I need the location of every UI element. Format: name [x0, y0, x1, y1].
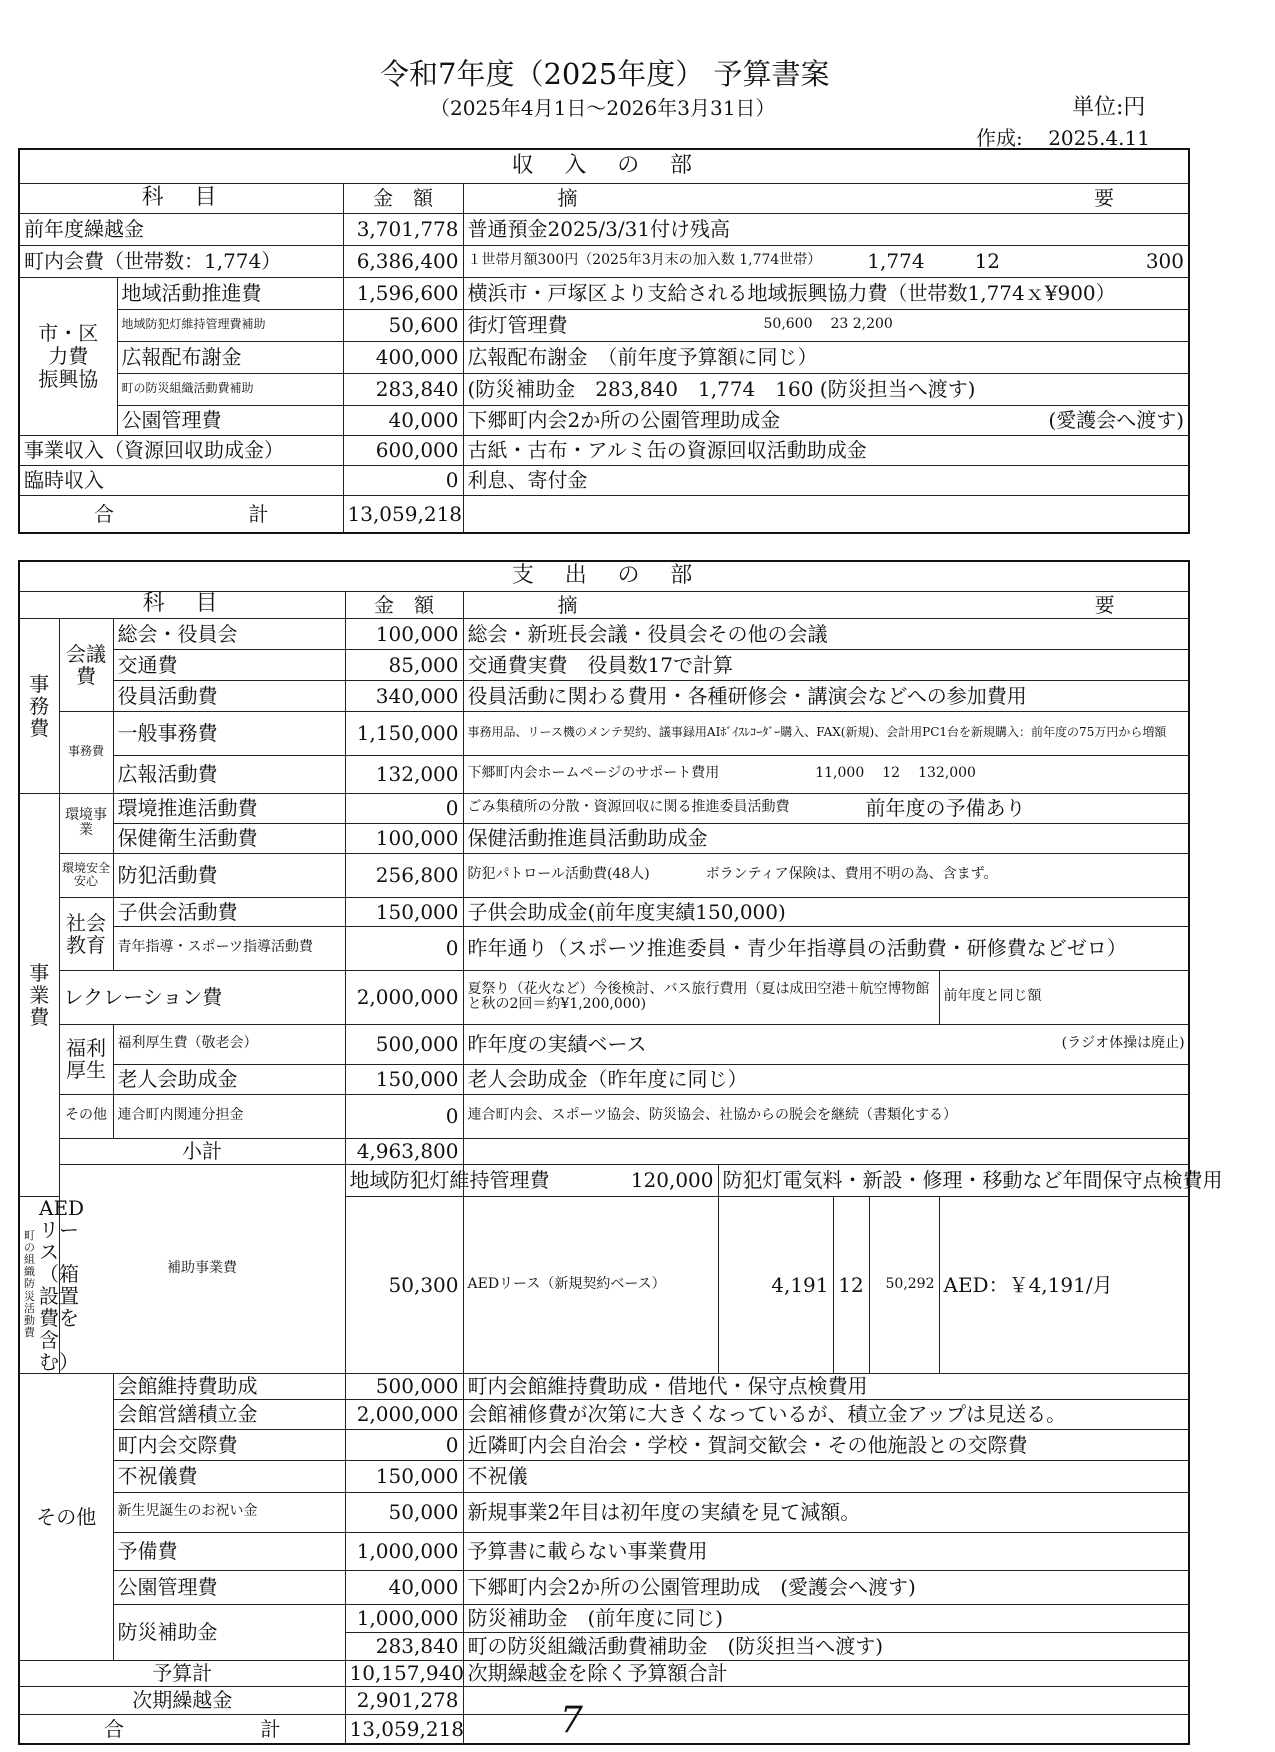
- expense-total-amount: 13,059,218: [345, 1714, 463, 1744]
- expense-summary: 昨年通り（スポーツ推進委員・青少年指導員の活動費・研修費などゼロ）: [463, 926, 1189, 970]
- income-amount: 3,701,778: [343, 213, 463, 245]
- group-safety: 環境安全安心: [59, 853, 113, 897]
- income-amount: 40,000: [343, 405, 463, 435]
- expense-subject: レクレーション費: [59, 970, 345, 1024]
- expense-summary: [463, 853, 1189, 897]
- income-col-summary: [463, 183, 1189, 213]
- group-disaster-org: 町の組織防災活動費: [24, 1229, 35, 1339]
- income-subject: 公園管理費: [117, 405, 343, 435]
- expense-summary: 不祝儀: [463, 1460, 1189, 1492]
- income-amount: 400,000: [343, 341, 463, 373]
- expense-amount: 100,000: [345, 823, 463, 853]
- group-city-2: 力費: [48, 343, 89, 368]
- expense-total-row: [19, 1714, 1189, 1744]
- table-row: [19, 649, 1189, 680]
- expense-amount: 50,000: [345, 1492, 463, 1532]
- income-summary: [463, 405, 1189, 435]
- expense-amount: 132,000: [345, 755, 463, 793]
- expense-subject: 新生児誕生のお祝い金: [113, 1492, 345, 1532]
- income-total-amount: 13,059,218: [343, 495, 463, 533]
- expense-summary: 近隣町内会自治会・学校・賀詞交歓会・その他施設との交際費: [463, 1429, 1189, 1460]
- summary-note: 前年度の予備あり: [865, 796, 1026, 820]
- income-summary: [463, 309, 1189, 341]
- table-row: [19, 711, 1189, 755]
- table-row: [19, 213, 1189, 245]
- expense-amount: 150,000: [345, 1064, 463, 1094]
- income-subject: 地域活動推進費: [117, 277, 343, 309]
- income-total-row: [19, 495, 1189, 533]
- expense-summary: 夏祭り（花火など）今後検討、バス旅行費用（夏は成田空港＋航空博物館と秋の2回＝約¥1,200,000): [463, 970, 939, 1024]
- table-row: [19, 970, 1189, 1024]
- table-row: [19, 1399, 1189, 1429]
- created-date: [976, 122, 1150, 151]
- expense-amount: 256,800: [345, 853, 463, 897]
- expense-amount: 85,000: [345, 649, 463, 680]
- expense-subject: 会館営繕積立金: [113, 1399, 345, 1429]
- table-row: [19, 1064, 1189, 1094]
- summary-note: (ラジオ体操は廃止): [1061, 1035, 1185, 1052]
- table-row: [19, 1604, 1189, 1632]
- calc-n1: 50,600: [763, 316, 813, 333]
- expense-col-summary-1: 摘: [557, 592, 578, 617]
- expense-summary: 保健活動推進員活動助成金: [463, 823, 1189, 853]
- summary-text: １世帯月額300円（2025年3月末の加入数 1,774世帯）: [467, 252, 822, 269]
- calc-n1: 1,774: [867, 249, 925, 273]
- budget-total-row: [19, 1660, 1189, 1686]
- expense-amount: 150,000: [345, 1460, 463, 1492]
- expense-summary: 事務用品、リース機のメンテ契約、議事録用AIﾎﾞｲｽﾚｺｰﾀﾞｰ購入、FAX(新規)、会計用PC1台を新規購入：前年度の75万円から増額: [463, 711, 1189, 755]
- expense-amount: 340,000: [345, 680, 463, 711]
- expense-summary: 予算書に載らない事業費用: [463, 1532, 1189, 1570]
- expense-summary: [463, 755, 1189, 793]
- aed-months: 12: [833, 1196, 869, 1373]
- expense-subject: 町内会交際費: [113, 1429, 345, 1460]
- summary-note: (愛護会へ渡す): [1048, 408, 1184, 432]
- budget-total-label: 予算計: [19, 1660, 345, 1686]
- summary-text: 下郷町内会2か所の公園管理助成金: [467, 408, 781, 432]
- table-row: [19, 1532, 1189, 1570]
- table-row: [19, 1373, 1189, 1399]
- calc-n3: 300: [1145, 249, 1184, 273]
- income-amount: 283,840: [343, 373, 463, 405]
- expense-table: [18, 560, 1223, 1745]
- expense-summary: 子供会助成金(前年度実績150,000): [463, 897, 1189, 926]
- group-city-1: 市・区: [38, 320, 99, 345]
- calc-n2: 12: [882, 765, 901, 782]
- table-row: [19, 897, 1189, 926]
- expense-summary: 連合町内会、スポーツ協会、防災協会、社協からの脱会を継続（書類化する）: [463, 1094, 1189, 1138]
- page-number: 7: [560, 1700, 583, 1741]
- expense-subject: 保健衛生活動費: [113, 823, 345, 853]
- income-summary: 普通預金2025/3/31付け残高: [463, 213, 1189, 245]
- table-row: [19, 755, 1189, 793]
- table-row: [19, 373, 1189, 405]
- income-amount: 6,386,400: [343, 245, 463, 277]
- table-row: [19, 1024, 1189, 1064]
- expense-subject: 交通費: [113, 649, 345, 680]
- expense-subject: 不祝儀費: [113, 1460, 345, 1492]
- expense-subject: 老人会助成金: [113, 1064, 345, 1094]
- income-subject: 町の防災組織活動費補助: [117, 373, 343, 405]
- group-other-small: その他: [59, 1094, 113, 1138]
- income-summary: 横浜市・戸塚区より支給される地域振興協力費（世帯数1,774ｘ¥900）: [463, 277, 1189, 309]
- expense-amount: 283,840: [345, 1632, 463, 1660]
- expense-amount: 0: [345, 793, 463, 823]
- table-row: [19, 435, 1189, 465]
- expense-subject: 会館維持費助成: [113, 1373, 345, 1399]
- total-label-1: 合: [104, 1716, 124, 1741]
- income-subject: 事業収入（資源回収助成金）: [19, 435, 343, 465]
- table-row: [19, 793, 1189, 823]
- carryover-label: 次期繰越金: [19, 1686, 345, 1714]
- summary-text: 下郷町内会ホームページのサポート費用: [467, 765, 720, 782]
- expense-subject: [19, 1195, 85, 1374]
- group-subsidy-project: 補助事業費: [59, 1164, 345, 1373]
- summary-text: 防犯パトロール活動費(48人): [467, 866, 650, 883]
- calc-n1: 11,000: [815, 765, 865, 782]
- expense-amount: 1,000,000: [345, 1532, 463, 1570]
- income-table: [18, 148, 1190, 534]
- income-amount: 0: [343, 465, 463, 495]
- expense-amount: 500,000: [345, 1024, 463, 1064]
- expense-summary: 老人会助成金（昨年度に同じ）: [463, 1064, 1189, 1094]
- expense-amount: 2,000,000: [345, 970, 463, 1024]
- subtotal-summary: [463, 1138, 1189, 1164]
- table-row: [19, 618, 1189, 649]
- income-col-subject: 科 目: [19, 183, 343, 213]
- aed-subject: AEDリース（箱設置費を含む）: [39, 1195, 85, 1374]
- expense-col-amount: 金 額: [345, 591, 463, 618]
- income-amount: 1,596,600: [343, 277, 463, 309]
- expense-col-summary-2: 要: [1094, 592, 1115, 617]
- expense-section-title: 支 出 の 部: [19, 561, 1189, 591]
- expense-amount: 1,000,000: [345, 1604, 463, 1632]
- aed-monthly: 4,191: [718, 1196, 833, 1373]
- summary-note: 前年度と同じ額: [939, 970, 1189, 1024]
- income-subject: 地域防犯灯維持管理費補助: [117, 309, 343, 341]
- income-col-summary-2: 要: [1094, 186, 1114, 210]
- total-label-1: 合: [94, 501, 114, 526]
- income-summary: 利息、寄付金: [463, 465, 1189, 495]
- table-row: [19, 1429, 1189, 1460]
- table-row: [19, 465, 1189, 495]
- income-group-city: [19, 277, 117, 435]
- expense-subject: 福利厚生費（敬老会）: [113, 1024, 345, 1064]
- expense-summary: 町の防災組織活動費補助金 (防災担当へ渡す): [463, 1632, 1189, 1660]
- expense-subject: 環境推進活動費: [113, 793, 345, 823]
- table-row: [19, 1460, 1189, 1492]
- summary-text: ごみ集積所の分散・資源回収に関る推進委員活動費: [467, 799, 790, 816]
- income-summary: (防災補助金 283,840 1,774 160 (防災担当へ渡す): [463, 373, 1189, 405]
- group-city-3: 振興協: [38, 366, 99, 391]
- expense-col-subject: 科 目: [19, 591, 345, 618]
- budget-total-amount: 10,157,940: [345, 1660, 463, 1686]
- subtotal-label: 小計: [59, 1138, 345, 1164]
- expense-amount: 2,000,000: [345, 1399, 463, 1429]
- expense-subject: 青年指導・スポーツ指導活動費: [113, 926, 345, 970]
- unit-label: 単位:円: [1072, 95, 1146, 120]
- group-environment: 環境事業: [59, 793, 113, 853]
- income-summary: 広報配布謝金 （前年度予算額に同じ）: [463, 341, 1189, 373]
- income-subject: 前年度繰越金: [19, 213, 343, 245]
- budget-total-summary: 次期繰越金を除く予算額合計: [463, 1660, 1189, 1686]
- expense-subject: 防災補助金: [113, 1604, 345, 1660]
- income-section-title: 収 入 の 部: [19, 149, 1189, 183]
- expense-subject: 地域防犯灯維持管理費: [345, 1164, 463, 1196]
- group-other: その他: [19, 1373, 113, 1660]
- expense-subject: 役員活動費: [113, 680, 345, 711]
- group-admin-expense: 事務費: [59, 711, 113, 793]
- expense-subject: 一般事務費: [113, 711, 345, 755]
- expense-summary: 町内会館維持費助成・借地代・保守点検費用: [463, 1373, 1189, 1399]
- table-row: [19, 1492, 1189, 1532]
- expense-subject: 公園管理費: [113, 1570, 345, 1604]
- expense-summary: 下郷町内会2か所の公園管理助成 (愛護会へ渡す): [463, 1570, 1189, 1604]
- expense-amount: 120,000: [463, 1164, 718, 1196]
- expense-summary: 総会・新班長会議・役員会その他の会議: [463, 618, 1189, 649]
- group-social-education: 社会教育: [59, 897, 113, 970]
- expense-summary: 役員活動に関わる費用・各種研修会・講演会などへの参加費用: [463, 680, 1189, 711]
- expense-subject: 総会・役員会: [113, 618, 345, 649]
- expense-amount: 1,150,000: [345, 711, 463, 755]
- expense-col-summary: [463, 591, 1189, 618]
- table-row: [19, 1164, 1189, 1196]
- income-amount: 50,600: [343, 309, 463, 341]
- income-total-label: [19, 495, 343, 533]
- expense-amount: 150,000: [345, 897, 463, 926]
- aed-annual: 50,292: [869, 1196, 939, 1373]
- expense-summary: [463, 793, 1189, 823]
- table-row: [19, 277, 1189, 309]
- expense-subject: 子供会活動費: [113, 897, 345, 926]
- group-project-expense: 事業費: [19, 793, 59, 1196]
- expense-total-label: [19, 1714, 345, 1744]
- total-label-2: 計: [248, 501, 269, 526]
- table-row: [19, 1094, 1189, 1138]
- expense-summary: [463, 1024, 1189, 1064]
- table-row: [19, 1570, 1189, 1604]
- income-total-summary: [463, 495, 1189, 533]
- subtotal-row: [19, 1138, 1189, 1164]
- expense-amount: 40,000: [345, 1570, 463, 1604]
- expense-summary: 会館補修費が次第に大きくなっているが、積立金アップは見送る。: [463, 1399, 1189, 1429]
- table-row: [19, 926, 1189, 970]
- expense-amount: 50,300: [345, 1196, 463, 1373]
- expense-amount: 500,000: [345, 1373, 463, 1399]
- table-row: [19, 853, 1189, 897]
- expense-amount: 100,000: [345, 618, 463, 649]
- income-subject: 町内会費（世帯数：1,774）: [19, 245, 343, 277]
- table-row: [19, 245, 1189, 277]
- income-amount: 600,000: [343, 435, 463, 465]
- expense-amount: 0: [345, 926, 463, 970]
- expense-subject: 予備費: [113, 1532, 345, 1570]
- income-summary: [463, 245, 1189, 277]
- expense-subject: 連合町内関連分担金: [113, 1094, 345, 1138]
- expense-amount: 0: [345, 1429, 463, 1460]
- total-label-2: 計: [260, 1716, 281, 1741]
- expense-summary: AEDリース（新規契約ベース）: [463, 1196, 718, 1373]
- income-subject: 臨時収入: [19, 465, 343, 495]
- expense-summary: 交通費実費 役員数17で計算: [463, 649, 1189, 680]
- table-row: [19, 405, 1189, 435]
- calc-n2: 23 2,200: [830, 316, 893, 333]
- expense-summary: 防災補助金 (前年度に同じ): [463, 1604, 1189, 1632]
- table-row: [19, 309, 1189, 341]
- expense-summary: 防犯灯電気料・新設・修理・移動など年間保守点検費用: [718, 1164, 1189, 1196]
- summary-text: 昨年度の実績ベース: [467, 1032, 647, 1056]
- table-row: [19, 823, 1189, 853]
- created-label: 作成:: [976, 126, 1023, 150]
- income-col-amount: 金 額: [343, 183, 463, 213]
- expense-subject: 広報活動費: [113, 755, 345, 793]
- expense-summary: 新規事業2年目は初年度の実績を見て減額。: [463, 1492, 1189, 1532]
- group-meeting-expense: 会議費: [59, 618, 113, 711]
- income-col-summary-1: 摘: [557, 186, 578, 210]
- carryover-row: [19, 1686, 1189, 1714]
- fiscal-period: （2025年4月1日～2026年3月31日）: [430, 96, 776, 120]
- table-row: [19, 680, 1189, 711]
- group-office-expense: 事務費: [19, 618, 59, 793]
- page-title: 令和7年度（2025年度） 予算書案: [380, 57, 830, 91]
- summary-text: 街灯管理費: [467, 313, 568, 337]
- calc-n2: 12: [974, 249, 1001, 273]
- calc-n3: 132,000: [918, 765, 976, 782]
- income-subject: 広報配布謝金: [117, 341, 343, 373]
- summary-note: ボランティア保険は、費用不明の為、含まず。: [705, 866, 998, 883]
- expense-subject: 防犯活動費: [113, 853, 345, 897]
- income-summary: 古紙・古布・アルミ缶の資源回収活動助成金: [463, 435, 1189, 465]
- summary-note: AED：￥4,191/月: [939, 1196, 1189, 1373]
- carryover-amount: 2,901,278: [345, 1686, 463, 1714]
- created-value: 2025.4.11: [1048, 126, 1150, 150]
- table-row: [19, 341, 1189, 373]
- subtotal-amount: 4,963,800: [345, 1138, 463, 1164]
- expense-amount: 0: [345, 1094, 463, 1138]
- group-welfare: 福利厚生: [59, 1024, 113, 1094]
